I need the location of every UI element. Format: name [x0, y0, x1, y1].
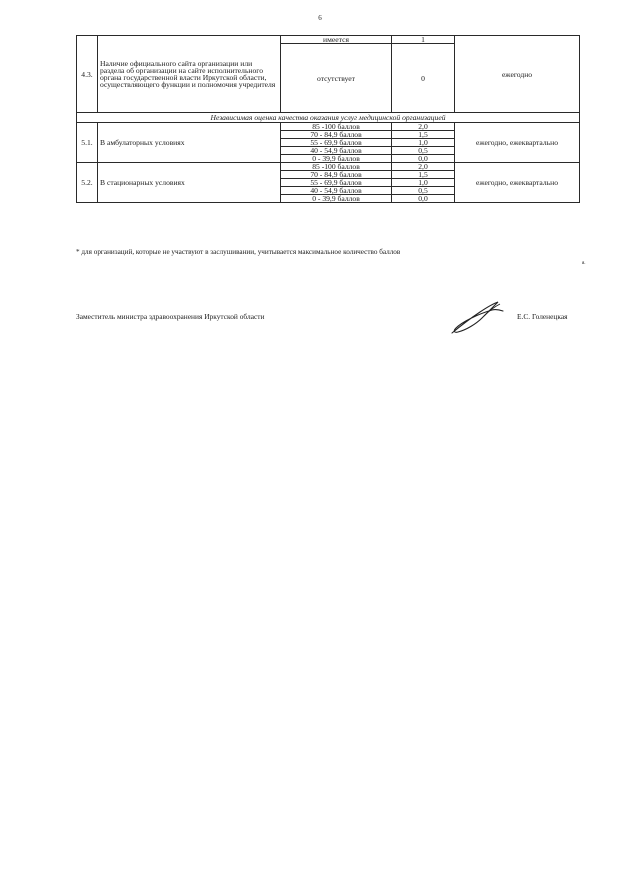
row-frequency: ежегодно, ежеквартально [455, 163, 580, 203]
range-label: 55 - 69,9 баллов [281, 139, 392, 147]
stray-mark: я. [582, 261, 586, 266]
range-score: 1,0 [392, 139, 455, 147]
range-label: 40 - 54,9 баллов [281, 147, 392, 155]
row-description: В стационарных условиях [98, 163, 281, 203]
table-row [77, 36, 580, 44]
row-number: 4.3. [77, 36, 98, 113]
criteria-table [76, 35, 580, 203]
option-label: отсутствует [281, 44, 392, 113]
section-title: Независимая оценка качества оказания услуг медицинской организацией [77, 113, 580, 123]
range-score: 2,0 [392, 123, 455, 131]
range-score: 1,5 [392, 131, 455, 139]
range-score: 0,5 [392, 187, 455, 195]
range-label: 70 - 84,9 баллов [281, 131, 392, 139]
range-score: 1,5 [392, 171, 455, 179]
range-label: 85 -100 баллов [281, 123, 392, 131]
range-score: 2,0 [392, 163, 455, 171]
footnote: * для организаций, которые не участвуют в заслушивании, учитывается максимальное количество баллов [76, 248, 401, 256]
handwritten-signature [448, 298, 506, 338]
row-frequency: ежегодно, ежеквартально [455, 123, 580, 163]
range-label: 70 - 84,9 баллов [281, 171, 392, 179]
range-score: 0,5 [392, 147, 455, 155]
signatory-name: Е.С. Голенецкая [517, 312, 568, 321]
range-score: 0,0 [392, 195, 455, 203]
range-label: 85 -100 баллов [281, 163, 392, 171]
section-header-row [77, 113, 580, 123]
option-score: 1 [392, 36, 455, 44]
range-label: 0 - 39,9 баллов [281, 155, 392, 163]
row-description: Наличие официального сайта организации или раздела об организации на сайте исполнительного органа государственной власти Иркутской области, осуществляющего функции и полномочия учредителя [98, 36, 281, 113]
row-number: 5.1. [77, 123, 98, 163]
option-score: 0 [392, 44, 455, 113]
range-label: 40 - 54,9 баллов [281, 187, 392, 195]
signatory-position: Заместитель министра здравоохранения Иркутской области [76, 312, 265, 321]
range-label: 55 - 69,9 баллов [281, 179, 392, 187]
row-number: 5.2. [77, 163, 98, 203]
option-label: имеется [281, 36, 392, 44]
page-number: 6 [318, 14, 322, 22]
row-description: В амбулаторных условиях [98, 123, 281, 163]
range-score: 1,0 [392, 179, 455, 187]
range-label: 0 - 39,9 баллов [281, 195, 392, 203]
row-frequency: ежегодно [455, 36, 580, 113]
section-5-rows [77, 123, 580, 203]
range-score: 0,0 [392, 155, 455, 163]
